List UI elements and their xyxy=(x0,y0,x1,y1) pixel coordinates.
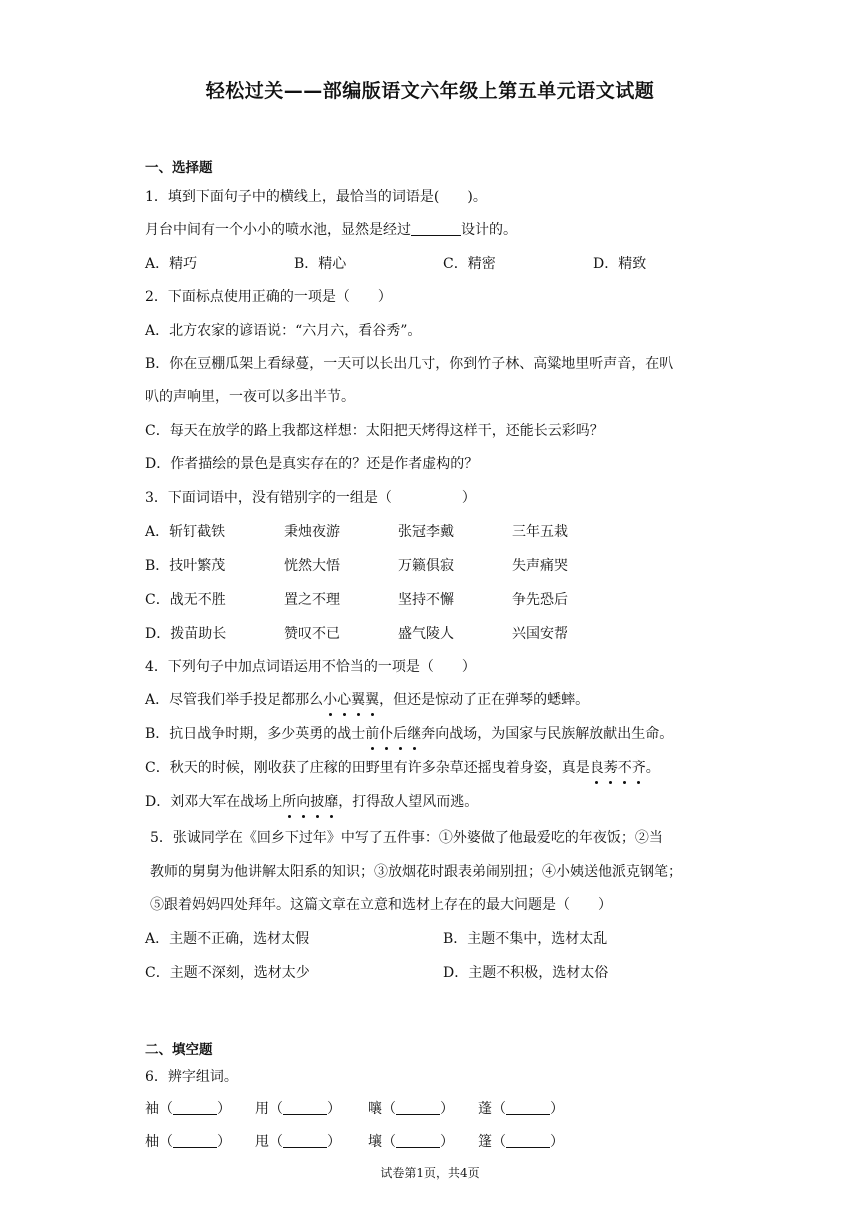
paren: ） xyxy=(550,1134,564,1150)
dotted-char: 所 xyxy=(282,794,297,810)
dotted-char: 不 xyxy=(617,760,632,776)
char: 嚷 xyxy=(368,1101,382,1117)
option-d: D．作者描绘的景色是真实存在的？还是作者虚构的？ xyxy=(145,456,479,472)
paren: （ xyxy=(382,1134,396,1150)
word-cell: 盛气陵人 xyxy=(398,626,454,642)
dotted-char: 莠 xyxy=(603,760,618,776)
word-cell: 三年五栽 xyxy=(512,524,568,540)
question-2-stem: 2．下面标点使用正确的一项是（ ） xyxy=(145,289,392,305)
char: 壤 xyxy=(368,1134,382,1150)
option-c xyxy=(145,758,660,778)
char: 用 xyxy=(255,1101,269,1117)
page-footer: 试卷第1页，共4页 xyxy=(380,1166,480,1180)
option-c: C．精密 xyxy=(443,256,496,272)
char-fill-item xyxy=(255,1132,341,1152)
paren: ） xyxy=(550,1101,564,1117)
answer-blank xyxy=(396,1133,440,1148)
question-5-stem: 5．张诚同学在《回乡下过年》中写了五件事：①外婆做了他最爱吃的年夜饭；②当 xyxy=(150,830,663,846)
answer-blank xyxy=(506,1133,550,1148)
dotted-char: 靡 xyxy=(324,794,339,810)
paren: ） xyxy=(327,1134,341,1150)
dotted-char: 仆 xyxy=(379,726,394,742)
text-part: A．尽管我们举手投足都那么 xyxy=(145,692,324,708)
answer-blank xyxy=(173,1133,217,1148)
paren: ） xyxy=(327,1101,341,1117)
option-c: C．主题不深刻，选材太少 xyxy=(145,965,310,981)
word-cell: 置之不理 xyxy=(284,592,340,608)
answer-blank xyxy=(411,221,461,236)
word-cell: 秉烛夜游 xyxy=(284,524,340,540)
question-1-sentence xyxy=(145,220,517,240)
sentence-part: 设计的。 xyxy=(461,222,517,238)
word-cell: A．斩钉截铁 xyxy=(145,524,226,540)
dotted-char: 翼 xyxy=(365,692,380,708)
option-d: D．精致 xyxy=(593,256,647,272)
dotted-char: 向 xyxy=(296,794,311,810)
text-part: ，打得敌人望风而逃。 xyxy=(338,794,479,810)
option-b: B．主题不集中，选材太乱 xyxy=(443,931,608,947)
dotted-char: 披 xyxy=(310,794,325,810)
answer-blank xyxy=(283,1100,327,1115)
dotted-char: 前 xyxy=(365,726,380,742)
dotted-char: 齐 xyxy=(631,760,646,776)
dotted-char: 小 xyxy=(323,692,338,708)
answer-blank xyxy=(173,1100,217,1115)
sentence-part: 月台中间有一个小小的喷水池，显然是经过 xyxy=(145,222,411,238)
option-c: C．每天在放学的路上我都这样想：太阳把天烤得这样干，还能长云彩吗？ xyxy=(145,423,604,439)
char-fill-item xyxy=(145,1132,231,1152)
paren: （ xyxy=(492,1134,506,1150)
paren: （ xyxy=(492,1101,506,1117)
option-b xyxy=(145,724,673,744)
dotted-char: 心 xyxy=(337,692,352,708)
question-1-stem: 1．填到下面句子中的横线上，最恰当的词语是( )。 xyxy=(145,189,487,205)
option-b: B．你在豆棚瓜架上看绿蔓，一天可以长出几寸，你到竹子林、高粱地里听声音，在叭 xyxy=(145,356,674,372)
char-fill-item xyxy=(145,1099,231,1119)
paren: （ xyxy=(269,1101,283,1117)
word-cell: D．拨苗助长 xyxy=(145,626,227,642)
paren: ） xyxy=(217,1101,231,1117)
text-part: D．刘邓大军在战场上 xyxy=(145,794,283,810)
word-cell: 坚持不懈 xyxy=(398,592,454,608)
char: 篷 xyxy=(478,1134,492,1150)
char: 蓬 xyxy=(478,1101,492,1117)
question-5-stem-continued: ⑤跟着妈妈四处拜年。这篇文章在立意和选材上存在的最大问题是（ ） xyxy=(150,897,612,913)
option-a: A．主题不正确，选材太假 xyxy=(145,931,310,947)
word-cell: C．战无不胜 xyxy=(145,592,226,608)
word-cell: 兴国安帮 xyxy=(512,626,568,642)
dotted-char: 良 xyxy=(589,760,604,776)
paren: （ xyxy=(269,1134,283,1150)
word-cell: 张冠李戴 xyxy=(398,524,454,540)
option-d: D．主题不积极，选材太俗 xyxy=(443,965,609,981)
option-a: A．北方农家的谚语说：“六月六，看谷秀”。 xyxy=(145,323,422,339)
text-part: B．抗日战争时期，多少英勇的战士 xyxy=(145,726,366,742)
paren: （ xyxy=(159,1134,173,1150)
dotted-char: 继 xyxy=(407,726,422,742)
paren: （ xyxy=(159,1101,173,1117)
word-cell: 赞叹不已 xyxy=(284,626,340,642)
question-4-stem: 4．下列句子中加点词语运用不恰当的一项是（ ） xyxy=(145,659,476,675)
question-5-stem-continued: 教师的舅舅为他讲解太阳系的知识；③放烟花时跟表弟闹别扭；④小姨送他派克钢笔； xyxy=(150,864,682,880)
text-part: 奔向战场，为国家与民族解放献出生命。 xyxy=(421,726,674,742)
word-cell: 失声痛哭 xyxy=(512,558,568,574)
word-cell: 争先恐后 xyxy=(512,592,568,608)
text-part: C．秋天的时候，刚收获了庄稼的田野里有许多杂草还摇曳着身姿，真是 xyxy=(145,760,590,776)
word-cell: B．技叶繁茂 xyxy=(145,558,226,574)
paren: ） xyxy=(440,1101,454,1117)
text-part: 。 xyxy=(645,760,660,776)
char-fill-item xyxy=(368,1099,454,1119)
option-b: B．精心 xyxy=(294,256,347,272)
answer-blank xyxy=(283,1133,327,1148)
dotted-char: 翼 xyxy=(351,692,366,708)
question-6-stem: 6．辨字组词。 xyxy=(145,1069,238,1085)
word-cell: 万籁俱寂 xyxy=(398,558,454,574)
char: 袖 xyxy=(145,1101,159,1117)
text-part: ，但还是惊动了正在弹琴的蟋蟀。 xyxy=(379,692,590,708)
word-cell: 恍然大悟 xyxy=(284,558,340,574)
char-fill-item xyxy=(255,1099,341,1119)
dotted-char: 后 xyxy=(393,726,408,742)
answer-blank xyxy=(506,1100,550,1115)
section-heading-fill: 二、填空题 xyxy=(145,1042,213,1058)
char-fill-item xyxy=(478,1099,564,1119)
paren: ） xyxy=(217,1134,231,1150)
page-title: 轻松过关——部编版语文六年级上第五单元语文试题 xyxy=(205,80,655,102)
section-heading-choice: 一、选择题 xyxy=(145,160,213,176)
char: 甩 xyxy=(255,1134,269,1150)
question-3-stem: 3．下面词语中，没有错别字的一组是（ ） xyxy=(145,490,476,506)
char: 柚 xyxy=(145,1134,159,1150)
char-fill-item xyxy=(478,1132,564,1152)
paren: ） xyxy=(440,1134,454,1150)
answer-blank xyxy=(396,1100,440,1115)
option-a: A．精巧 xyxy=(145,256,198,272)
paren: （ xyxy=(382,1101,396,1117)
option-d xyxy=(145,792,478,812)
option-b-continued: 叭的声响里，一夜可以多出半节。 xyxy=(145,389,355,405)
option-a xyxy=(145,690,589,710)
char-fill-item xyxy=(368,1132,454,1152)
